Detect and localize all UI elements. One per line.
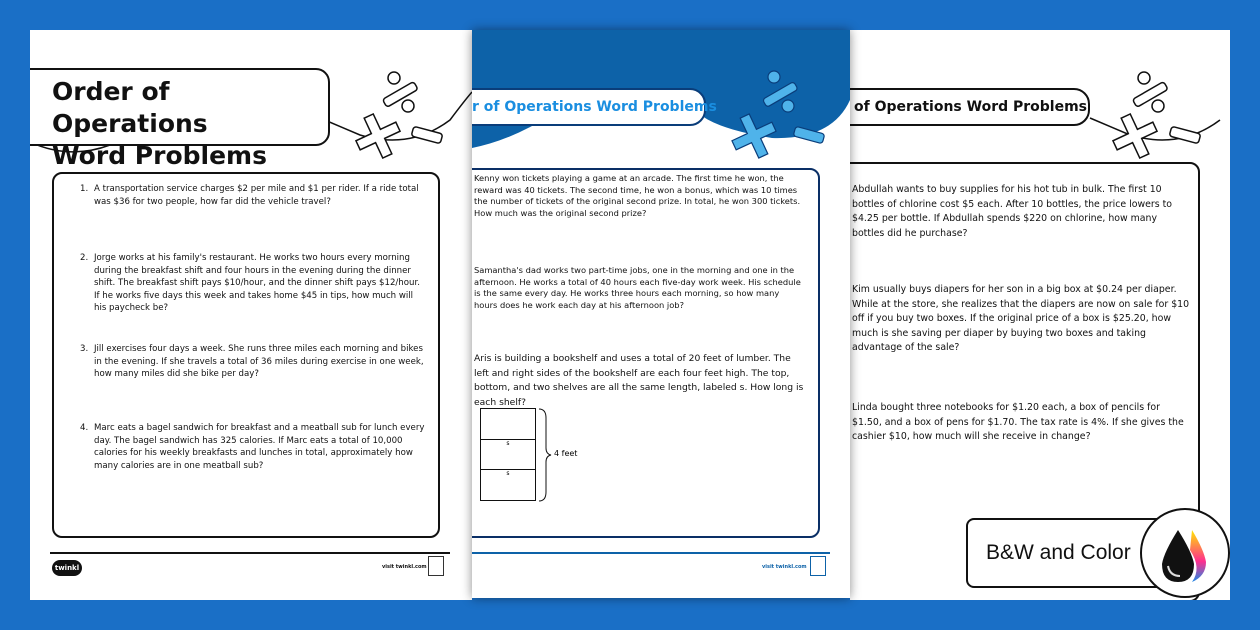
footer-divider xyxy=(472,552,830,554)
question-4: 4. Marc eats a bagel sandwich for breakfast and a meatball sub for lunch every day. The bagel sandwich has 325 calories. If Marc eats a total of 10,000 calories for his weekly breakfasts and lunches in total, approximately how many calories are in one meatball sub? xyxy=(80,423,425,471)
page-title: r of Operations Word Problems xyxy=(472,88,706,126)
divide-icon xyxy=(1132,72,1168,112)
question-3: Aris is building a bookshelf and uses a total of 20 feet of lumber. The left and right sides of the bookshelf are each four feet high. The top, bottom, and two shelves are all the same length, labeled s. How long is each shelf? xyxy=(474,353,804,408)
worksheet-page-bw xyxy=(30,30,472,600)
bookshelf-diagram xyxy=(480,408,536,501)
bw-and-color-badge xyxy=(966,518,1166,588)
title-line: Order of Operations xyxy=(52,77,208,138)
question-2: 2. Jorge works at his family's restaurant. He works two hours every morning during the breakfast shift and four hours in the evening during the dinner shift. The breakfast shift pays $10/hour, and the dinner shift pays $12/hour. If he works five days this week and takes home $45 in tips, how much will his paycheck be? xyxy=(80,253,420,313)
footer-url[interactable]: visit twinkl.com xyxy=(382,564,427,570)
minus-icon xyxy=(1169,126,1201,143)
title-line: Word Problems xyxy=(52,141,267,170)
shelf-label: s xyxy=(481,440,535,470)
quality-stamp-icon xyxy=(810,556,826,576)
quality-stamp-icon xyxy=(428,556,444,576)
badge-label: B&W and Color xyxy=(986,541,1131,564)
question-1: 1. A transportation service charges $2 per mile and $1 per rider. If a ride total was $36 for two people, how far did the vehicle travel? xyxy=(80,184,419,207)
ink-drops-icon xyxy=(1140,508,1230,598)
footer-url[interactable]: visit twinkl.com xyxy=(762,564,807,570)
plus-icon xyxy=(1106,107,1164,165)
plus-icon xyxy=(349,107,407,165)
footer-divider xyxy=(50,552,450,554)
question-3: 3. Jill exercises four days a week. She runs three miles each morning and bikes in the evening. If she travels a total of 36 miles during exercise in one week, how many miles did she bike per day? xyxy=(80,344,424,379)
question-1: Abdullah wants to buy supplies for his hot tub in bulk. The first 10 bottles of chlorine cost $5 each. After 10 bottles, the price lowers to $4.25 per bottle. If Abdullah spends $220 on chlorine, how many bottles did he purchase? xyxy=(852,184,1173,239)
question-2: Kim usually buys diapers for her son in a big box at $0.24 per diaper. While at the store, she realizes that the diapers are now on sale for $10 off if you buy two boxes. If the original price of a box is $25.20, how much is she saving per diaper by buying two boxes and taking advantage of the sale? xyxy=(852,284,1190,353)
worksheet-page-color xyxy=(472,30,850,598)
question-1: Kenny won tickets playing a game at an arcade. The first time he won, the reward was 40 tickets. The second time, he won a bonus, which was 10 times the number of tickets of the original second prize. In total, he won 300 tickets. How much was the original second prize? xyxy=(474,173,801,218)
twinkl-logo: twinkl xyxy=(52,560,82,576)
divide-icon xyxy=(382,72,418,112)
brace-icon xyxy=(538,408,552,502)
question-3: Linda bought three notebooks for $1.20 each, a box of pencils for $1.50, and a box of pens for $1.70. The tax rate is 4%. If she gives the cashier $10, how much will she receive in change? xyxy=(852,402,1184,442)
page-title: of Operations Word Problems xyxy=(850,88,1090,126)
shelf-label: s xyxy=(506,470,510,477)
page-title xyxy=(30,68,330,170)
question-2: Samantha's dad works two part-time jobs, one in the morning and one in the afternoon. He works a total of 40 hours each five-day work week. His schedule is the same every day. He works three hours each morning, so how many hours does he work each day at his afternoon job? xyxy=(474,265,801,310)
minus-icon xyxy=(411,126,443,143)
height-label: 4 feet xyxy=(554,449,578,458)
